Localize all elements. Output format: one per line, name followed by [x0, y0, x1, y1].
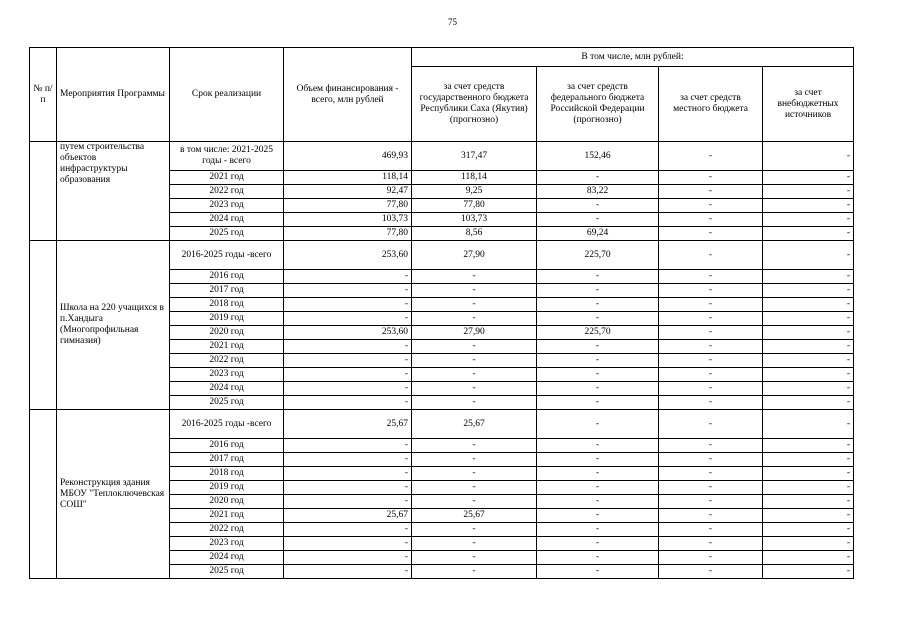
federal-cell: -	[537, 368, 659, 382]
period-cell: в том числе: 2021-2025 годы - всего	[170, 142, 284, 171]
extra-cell: -	[763, 481, 854, 495]
total-cell: -	[284, 284, 412, 298]
federal-cell: -	[537, 439, 659, 453]
federal-cell: -	[537, 171, 659, 185]
federal-cell: -	[537, 284, 659, 298]
local-cell: -	[659, 565, 763, 579]
local-cell: -	[659, 298, 763, 312]
activity-name-cell: Школа на 220 учащихся в п.Хандыга (Многопрофильная гимназия)	[57, 241, 170, 410]
extra-cell: -	[763, 495, 854, 509]
total-cell: 469,93	[284, 142, 412, 171]
federal-cell: 225,70	[537, 326, 659, 340]
period-cell: 2016-2025 годы -всего	[170, 410, 284, 439]
republic-cell: 25,67	[412, 410, 537, 439]
republic-cell: 8,56	[412, 227, 537, 241]
total-cell: 253,60	[284, 241, 412, 270]
federal-cell: -	[537, 467, 659, 481]
republic-cell: -	[412, 565, 537, 579]
table-row	[30, 410, 854, 439]
total-cell: 25,67	[284, 509, 412, 523]
federal-cell: -	[537, 213, 659, 227]
local-cell: -	[659, 495, 763, 509]
extra-cell: -	[763, 270, 854, 284]
period-cell: 2019 год	[170, 312, 284, 326]
total-cell: -	[284, 537, 412, 551]
header-total: Объем финансирования - всего, млн рублей	[284, 48, 412, 142]
extra-cell: -	[763, 171, 854, 185]
local-cell: -	[659, 213, 763, 227]
table-row	[30, 241, 854, 270]
local-cell: -	[659, 509, 763, 523]
table-row	[30, 142, 854, 171]
federal-cell: -	[537, 509, 659, 523]
header-republic: за счет средств государственного бюджета Республики Саха (Якутия) (прогнозно)	[412, 67, 537, 142]
federal-cell: -	[537, 551, 659, 565]
republic-cell: 27,90	[412, 241, 537, 270]
total-cell: -	[284, 368, 412, 382]
period-cell: 2020 год	[170, 326, 284, 340]
extra-cell: -	[763, 565, 854, 579]
extra-cell: -	[763, 509, 854, 523]
total-cell: -	[284, 453, 412, 467]
period-cell: 2018 год	[170, 298, 284, 312]
republic-cell: -	[412, 368, 537, 382]
total-cell: 77,80	[284, 199, 412, 213]
extra-cell: -	[763, 410, 854, 439]
local-cell: -	[659, 340, 763, 354]
period-cell: 2021 год	[170, 509, 284, 523]
federal-cell: -	[537, 453, 659, 467]
activity-name-cell: Реконструкция здания МБОУ "Теплоключевская СОШ"	[57, 410, 170, 579]
extra-cell: -	[763, 185, 854, 199]
federal-cell: -	[537, 537, 659, 551]
period-cell: 2016 год	[170, 439, 284, 453]
federal-cell: 152,46	[537, 142, 659, 171]
header-period: Срок реализации	[170, 48, 284, 142]
header-extra: за счет внебюджетных источников	[763, 67, 854, 142]
period-cell: 2024 год	[170, 382, 284, 396]
extra-cell: -	[763, 467, 854, 481]
header-including: В том числе, млн рублей:	[412, 48, 854, 67]
period-cell: 2022 год	[170, 185, 284, 199]
local-cell: -	[659, 537, 763, 551]
extra-cell: -	[763, 551, 854, 565]
local-cell: -	[659, 410, 763, 439]
period-cell: 2022 год	[170, 523, 284, 537]
republic-cell: 9,25	[412, 185, 537, 199]
table-body	[30, 142, 854, 579]
local-cell: -	[659, 368, 763, 382]
extra-cell: -	[763, 227, 854, 241]
total-cell: -	[284, 312, 412, 326]
period-cell: 2024 год	[170, 213, 284, 227]
total-cell: 92,47	[284, 185, 412, 199]
republic-cell: -	[412, 298, 537, 312]
extra-cell: -	[763, 396, 854, 410]
republic-cell: -	[412, 354, 537, 368]
local-cell: -	[659, 481, 763, 495]
republic-cell: 27,90	[412, 326, 537, 340]
total-cell: 103,73	[284, 213, 412, 227]
header-local: за счет средств местного бюджета	[659, 67, 763, 142]
period-cell: 2021 год	[170, 340, 284, 354]
federal-cell: -	[537, 312, 659, 326]
republic-cell: -	[412, 340, 537, 354]
federal-cell: -	[537, 565, 659, 579]
republic-cell: -	[412, 382, 537, 396]
federal-cell: -	[537, 523, 659, 537]
period-cell: 2019 год	[170, 481, 284, 495]
republic-cell: -	[412, 439, 537, 453]
total-cell: -	[284, 551, 412, 565]
total-cell: -	[284, 523, 412, 537]
local-cell: -	[659, 439, 763, 453]
federal-cell: -	[537, 298, 659, 312]
republic-cell: -	[412, 551, 537, 565]
republic-cell: -	[412, 481, 537, 495]
local-cell: -	[659, 523, 763, 537]
federal-cell: -	[537, 199, 659, 213]
republic-cell: -	[412, 284, 537, 298]
extra-cell: -	[763, 199, 854, 213]
local-cell: -	[659, 171, 763, 185]
total-cell: -	[284, 565, 412, 579]
republic-cell: -	[412, 270, 537, 284]
federal-cell: 69,24	[537, 227, 659, 241]
federal-cell: -	[537, 495, 659, 509]
republic-cell: 118,14	[412, 171, 537, 185]
local-cell: -	[659, 396, 763, 410]
local-cell: -	[659, 142, 763, 171]
federal-cell: -	[537, 382, 659, 396]
extra-cell: -	[763, 213, 854, 227]
local-cell: -	[659, 312, 763, 326]
local-cell: -	[659, 227, 763, 241]
republic-cell: -	[412, 312, 537, 326]
republic-cell: -	[412, 495, 537, 509]
federal-cell: -	[537, 481, 659, 495]
local-cell: -	[659, 551, 763, 565]
extra-cell: -	[763, 284, 854, 298]
period-cell: 2023 год	[170, 537, 284, 551]
extra-cell: -	[763, 439, 854, 453]
total-cell: 77,80	[284, 227, 412, 241]
total-cell: -	[284, 298, 412, 312]
republic-cell: -	[412, 537, 537, 551]
period-cell: 2023 год	[170, 368, 284, 382]
total-cell: -	[284, 354, 412, 368]
federal-cell: -	[537, 410, 659, 439]
republic-cell: -	[412, 396, 537, 410]
period-cell: 2021 год	[170, 171, 284, 185]
local-cell: -	[659, 382, 763, 396]
federal-cell: -	[537, 354, 659, 368]
total-cell: 118,14	[284, 171, 412, 185]
local-cell: -	[659, 284, 763, 298]
extra-cell: -	[763, 312, 854, 326]
period-cell: 2017 год	[170, 284, 284, 298]
period-cell: 2018 год	[170, 467, 284, 481]
federal-cell: -	[537, 270, 659, 284]
federal-cell: -	[537, 396, 659, 410]
republic-cell: -	[412, 523, 537, 537]
total-cell: -	[284, 495, 412, 509]
extra-cell: -	[763, 537, 854, 551]
extra-cell: -	[763, 326, 854, 340]
row-number-cell	[30, 410, 57, 579]
republic-cell: 317,47	[412, 142, 537, 171]
period-cell: 2016-2025 годы -всего	[170, 241, 284, 270]
local-cell: -	[659, 241, 763, 270]
extra-cell: -	[763, 340, 854, 354]
extra-cell: -	[763, 523, 854, 537]
local-cell: -	[659, 185, 763, 199]
federal-cell: 83,22	[537, 185, 659, 199]
local-cell: -	[659, 326, 763, 340]
table-header	[30, 48, 854, 142]
row-number-cell	[30, 142, 57, 241]
federal-cell: -	[537, 340, 659, 354]
extra-cell: -	[763, 354, 854, 368]
republic-cell: 25,67	[412, 509, 537, 523]
total-cell: -	[284, 396, 412, 410]
total-cell: -	[284, 382, 412, 396]
local-cell: -	[659, 270, 763, 284]
republic-cell: 103,73	[412, 213, 537, 227]
period-cell: 2017 год	[170, 453, 284, 467]
total-cell: -	[284, 270, 412, 284]
page-number: 75	[448, 17, 457, 27]
period-cell: 2025 год	[170, 565, 284, 579]
republic-cell: -	[412, 453, 537, 467]
total-cell: -	[284, 340, 412, 354]
period-cell: 2023 год	[170, 199, 284, 213]
total-cell: -	[284, 467, 412, 481]
header-activity: Мероприятия Программы	[57, 48, 170, 142]
local-cell: -	[659, 453, 763, 467]
extra-cell: -	[763, 298, 854, 312]
total-cell: 25,67	[284, 410, 412, 439]
financing-table	[29, 47, 854, 579]
total-cell: 253,60	[284, 326, 412, 340]
period-cell: 2020 год	[170, 495, 284, 509]
activity-name-cell: путем строительства объектов инфраструктуры образования	[57, 142, 170, 241]
local-cell: -	[659, 467, 763, 481]
extra-cell: -	[763, 142, 854, 171]
period-cell: 2024 год	[170, 551, 284, 565]
period-cell: 2025 год	[170, 396, 284, 410]
federal-cell: 225,70	[537, 241, 659, 270]
local-cell: -	[659, 199, 763, 213]
extra-cell: -	[763, 382, 854, 396]
republic-cell: -	[412, 467, 537, 481]
period-cell: 2025 год	[170, 227, 284, 241]
local-cell: -	[659, 354, 763, 368]
extra-cell: -	[763, 453, 854, 467]
total-cell: -	[284, 439, 412, 453]
extra-cell: -	[763, 241, 854, 270]
extra-cell: -	[763, 368, 854, 382]
period-cell: 2016 год	[170, 270, 284, 284]
total-cell: -	[284, 481, 412, 495]
header-federal: за счет средств федерального бюджета Российской Федерации (прогнозно)	[537, 67, 659, 142]
header-num: № п/п	[30, 48, 57, 142]
republic-cell: 77,80	[412, 199, 537, 213]
row-number-cell	[30, 241, 57, 410]
period-cell: 2022 год	[170, 354, 284, 368]
